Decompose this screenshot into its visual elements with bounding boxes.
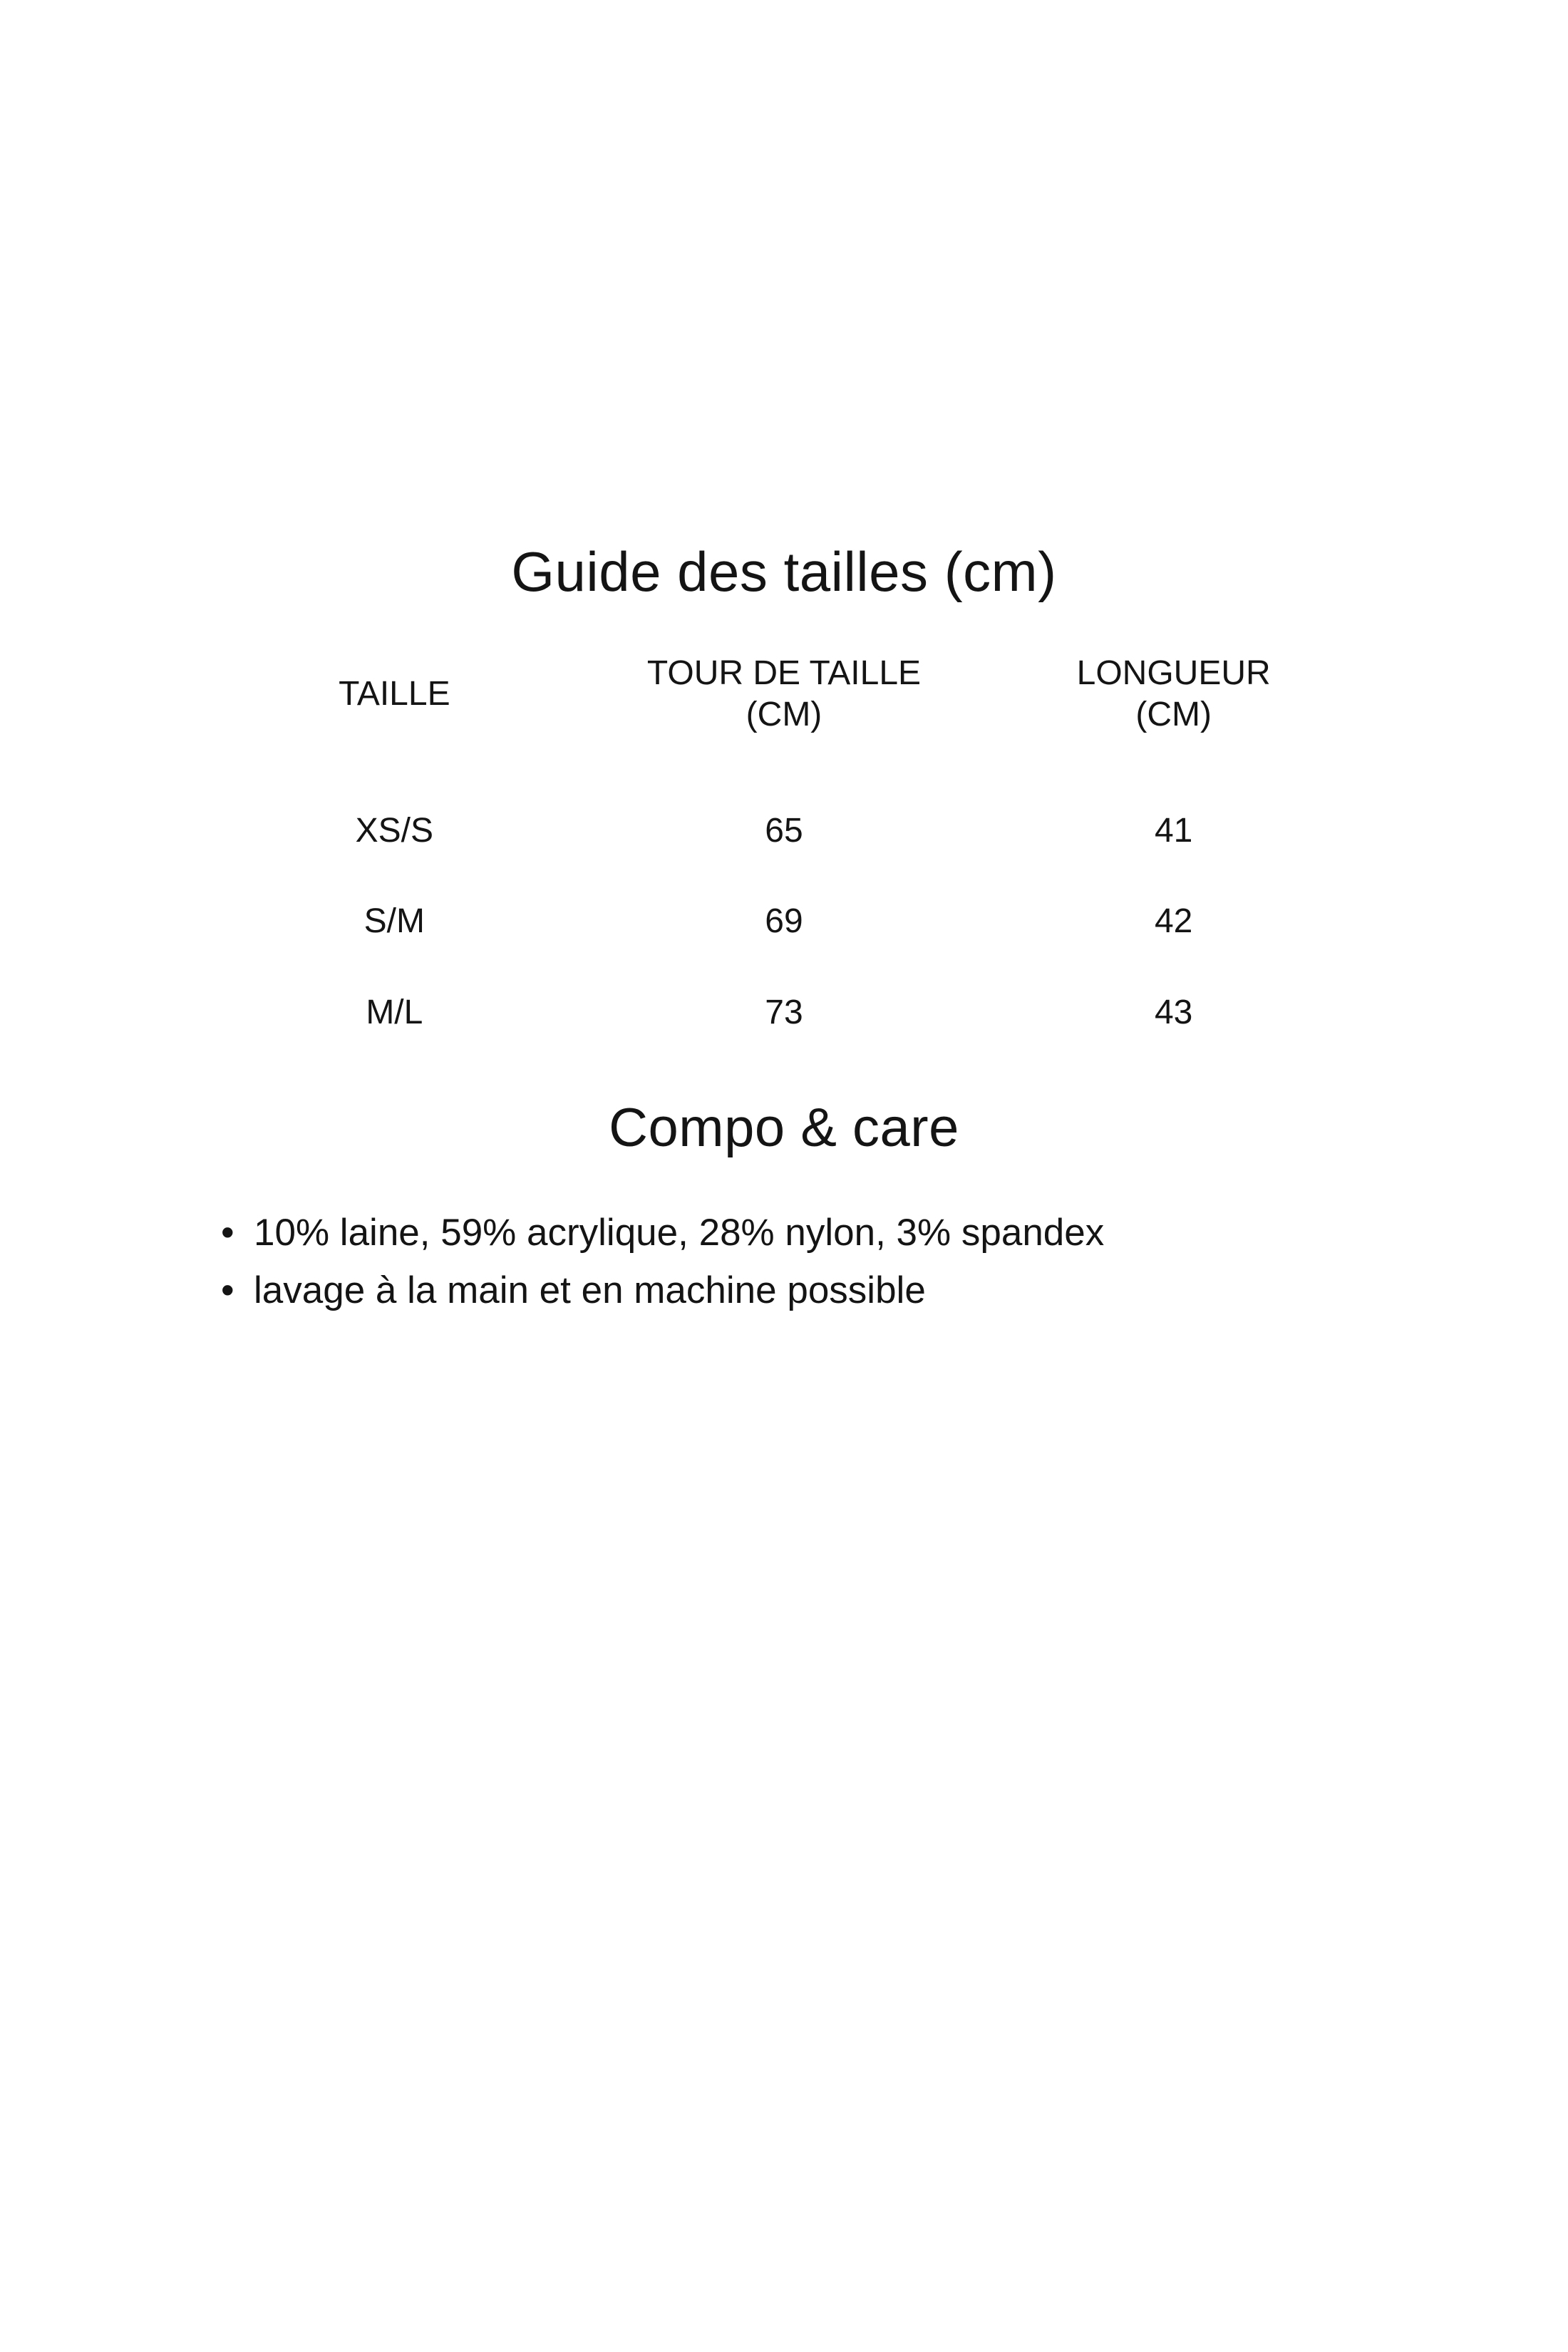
column-header-waist-line2: (CM) <box>746 696 822 734</box>
list-item <box>214 1265 1425 1316</box>
cell-length: 42 <box>1154 902 1193 941</box>
compo-care-list <box>214 1207 1425 1316</box>
column-header-length <box>979 653 1368 749</box>
table-row <box>200 967 1368 1058</box>
compo-care-title: Compo & care <box>609 1097 959 1158</box>
cell-waist: 65 <box>765 811 803 850</box>
column-header-size <box>200 653 589 749</box>
cell-size: S/M <box>363 902 425 941</box>
bullet-icon: • <box>221 1269 234 1312</box>
table-header <box>200 653 1368 749</box>
column-header-waist <box>589 653 979 749</box>
content-block <box>0 542 1568 1323</box>
column-header-length-line1: LONGUEUR <box>1076 654 1271 692</box>
list-item-label: lavage à la main et en machine possible <box>254 1269 926 1312</box>
page-title: Guide des tailles (cm) <box>511 540 1057 603</box>
cell-size: M/L <box>366 994 423 1032</box>
bullet-icon: • <box>221 1212 234 1254</box>
column-header-size-line1: TAILLE <box>339 675 450 713</box>
list-item <box>214 1207 1425 1258</box>
table-body <box>200 749 1368 1058</box>
column-header-waist-line1: TOUR DE TAILLE <box>646 654 922 692</box>
list-item-label: 10% laine, 59% acrylique, 28% nylon, 3% spandex <box>254 1212 1105 1254</box>
cell-length: 43 <box>1154 994 1193 1032</box>
cell-size: XS/S <box>355 811 434 850</box>
table-row <box>200 749 1368 877</box>
size-guide-table <box>200 653 1368 1058</box>
column-header-length-line2: (CM) <box>1135 696 1212 734</box>
table-row <box>200 876 1368 967</box>
table-header-row <box>200 653 1368 749</box>
cell-waist: 73 <box>765 994 803 1032</box>
cell-waist: 69 <box>765 902 803 941</box>
cell-length: 41 <box>1154 811 1193 850</box>
